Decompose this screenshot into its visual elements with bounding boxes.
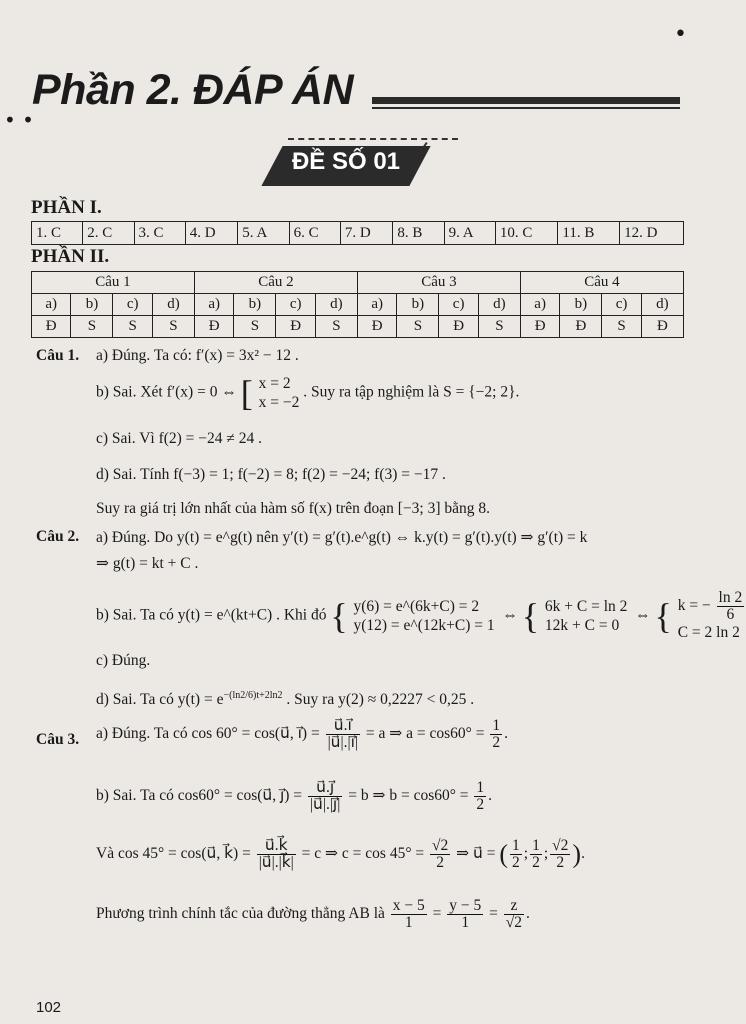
solution-line: a) Đúng. Do y(t) = e^g(t) nên y′(t) = g′(t).e^g(t) ⇔ k.y(t) = g′(t).y(t) ⇒ g′(t) = k	[96, 529, 588, 546]
numerator: x − 5	[392, 897, 425, 914]
solution-line: ⇒ g(t) = kt + C .	[96, 555, 199, 572]
denominator: 6	[726, 606, 735, 623]
fraction	[326, 718, 360, 751]
equation-system	[678, 590, 746, 642]
badge-dash-line	[288, 138, 458, 140]
numerator: z	[504, 898, 524, 915]
answer-cell: S	[315, 316, 357, 338]
answer-cell: S	[113, 316, 152, 338]
denominator: √2	[505, 914, 523, 931]
subpart-header: c)	[276, 294, 315, 316]
denominator: 2	[512, 854, 520, 871]
numerator: √2	[552, 837, 569, 854]
answer-cell: S	[397, 316, 439, 338]
system-line	[678, 590, 746, 623]
denominator: 2	[476, 796, 485, 813]
part2-answer-table	[31, 271, 684, 338]
solution-line	[96, 374, 519, 412]
fraction	[504, 898, 524, 931]
solution-text: Và cos 45° = cos(u⃗, k⃗) =	[96, 845, 251, 863]
denominator: |u⃗|.|j⃗|	[309, 796, 341, 813]
solution-text: Phương trình chính tắc của đường thẳng AB là	[96, 905, 385, 923]
answer-cell: S	[602, 316, 641, 338]
subpart-header: d)	[478, 294, 520, 316]
question-header: Câu 4	[520, 272, 683, 294]
answer-cell: S	[71, 316, 113, 338]
subpart-header: b)	[560, 294, 602, 316]
solution-line: c) Đúng.	[96, 652, 151, 669]
denominator: 2	[556, 854, 565, 871]
system-line: x = 2	[258, 375, 291, 392]
subpart-header: b)	[397, 294, 439, 316]
subpart-header: d)	[152, 294, 194, 316]
table-subheader-row	[32, 294, 684, 316]
question-header: Câu 3	[357, 272, 520, 294]
margin-dots: • •	[4, 108, 34, 132]
denominator: 2	[532, 854, 540, 871]
solution-line: c) Sai. Vì f(2) = −24 ≠ 24 .	[96, 430, 263, 447]
brace-symbol: {	[654, 596, 672, 636]
solution-text: b) Sai. Ta có y(t) = e^(kt+C) . Khi đó	[96, 606, 327, 624]
table-row	[32, 222, 684, 245]
answer-cell: 1. C	[32, 222, 83, 245]
system-line: x = −2	[258, 394, 300, 411]
solution-line: Suy ra giá trị lớn nhất của hàm số f(x) trên đoạn [−3; 3] bằng 8.	[96, 500, 491, 517]
fraction	[550, 838, 570, 871]
system-line: 6k + C = ln 2	[544, 598, 628, 615]
paren-open: (	[499, 839, 509, 869]
numerator: u⃗.j⃗	[308, 780, 342, 797]
answer-cell: 8. B	[393, 222, 444, 245]
bracket-symbol: [	[240, 373, 253, 413]
solution-line: Và cos 45° = cos(u⃗, k⃗) = $\frac{u⃗.k⃗}{|u⃗|.|k⃗|}$ = c ⇒ c = cos 45° = $\frac{√2}{2}$ ⇒ u⃗ = ( $\frac{1}{2}$ ; $\frac{1}{2}$ ; $\frac{√2}{2}$ ).	[96, 837, 585, 871]
subpart-header: d)	[315, 294, 357, 316]
system-line: 12k + C = 0	[544, 617, 620, 634]
answer-cell: S	[478, 316, 520, 338]
solution-text: d) Sai. Ta có y(t) = e	[96, 691, 224, 709]
numerator: ln 2	[718, 589, 743, 606]
part1-answer-table	[31, 221, 684, 245]
fraction	[391, 898, 427, 931]
answer-cell: Đ	[276, 316, 315, 338]
solution-text: b) Sai. Xét f′(x) = 0 ⇔	[96, 383, 237, 401]
answer-cell: 10. C	[495, 222, 558, 245]
table-row	[32, 316, 684, 338]
denominator: 2	[492, 734, 501, 751]
answer-cell: 2. C	[83, 222, 134, 245]
period: .	[488, 787, 493, 805]
fraction	[530, 838, 542, 871]
denominator: |u⃗|.|k⃗|	[258, 854, 294, 871]
answer-cell: Đ	[194, 316, 233, 338]
denominator: 2	[436, 854, 445, 871]
subpart-header: a)	[520, 294, 559, 316]
fraction	[447, 898, 483, 931]
brace-symbol: {	[330, 596, 348, 636]
system-line: y(6) = e^(6k+C) = 2	[353, 598, 480, 615]
answer-cell: Đ	[520, 316, 559, 338]
solution-line: d) Sai. Tính f(−3) = 1; f(−2) = 8; f(2) = −24; f(3) = −17 .	[96, 466, 446, 483]
equivalent-symbol: ⇔	[631, 606, 651, 624]
badge-text: ĐỀ SỐ 01	[291, 148, 401, 175]
fraction	[717, 590, 745, 623]
fraction	[510, 838, 522, 871]
solution-text: a) Đúng. Ta có cos 60° = cos(u⃗, i⃗) =	[96, 725, 320, 743]
solution-text: . Suy ra y(2) ≈ 0,2227 < 0,25 .	[286, 691, 475, 709]
numerator: 1	[492, 717, 501, 734]
denominator: |u⃗|.|i⃗|	[327, 734, 358, 751]
denominator: 1	[404, 914, 413, 931]
system-line: C = 2 ln 2	[677, 624, 740, 641]
part-title: Phần 2. ĐÁP ÁN	[32, 66, 354, 114]
subpart-header: a)	[32, 294, 71, 316]
fraction	[308, 780, 342, 813]
solution-text: ⇒ u⃗ =	[456, 845, 496, 863]
subpart-header: c)	[113, 294, 152, 316]
exam-badge	[258, 132, 473, 188]
answer-cell: Đ	[357, 316, 396, 338]
subpart-header: c)	[602, 294, 641, 316]
equation-system	[353, 597, 494, 635]
subpart-header: c)	[439, 294, 478, 316]
question-label: Câu 1.	[36, 347, 80, 364]
denominator: 1	[461, 914, 470, 931]
corner-dot: •	[674, 22, 687, 47]
subpart-header: a)	[357, 294, 396, 316]
question-label: Câu 3.	[36, 731, 80, 748]
subpart-header: b)	[71, 294, 113, 316]
solution-text: b) Sai. Ta có cos60° = cos(u⃗, j⃗) =	[96, 787, 303, 805]
subpart-header: d)	[641, 294, 683, 316]
solution-line	[96, 690, 474, 709]
equation-system	[259, 374, 300, 412]
question-label: Câu 2.	[36, 528, 80, 545]
solution-line	[96, 780, 492, 813]
solution-text: . Suy ra tập nghiệm là S = {−2; 2}.	[303, 383, 520, 401]
solution-text: = b ⇒ b = cos60° =	[348, 787, 469, 805]
system-line: y(12) = e^(12k+C) = 1	[353, 617, 495, 634]
solution-line	[96, 590, 746, 642]
numerator: 1	[532, 837, 540, 854]
title-rule-thin	[372, 107, 680, 109]
period: .	[526, 905, 530, 923]
answer-cell: 11. B	[558, 222, 620, 245]
numerator: u⃗.k⃗	[257, 838, 296, 855]
fraction	[490, 718, 502, 751]
paren-close: )	[572, 839, 582, 869]
solution-line: a) Đúng. Ta có: f′(x) = 3x² − 12 .	[96, 347, 299, 364]
numerator: √2	[432, 837, 449, 854]
fraction	[474, 780, 486, 813]
equation-system	[545, 597, 628, 635]
answer-cell: S	[152, 316, 194, 338]
answer-cell: S	[234, 316, 276, 338]
solution-text: = c ⇒ c = cos 45° =	[301, 845, 425, 863]
answer-cell: 3. C	[134, 222, 185, 245]
fraction	[257, 838, 296, 871]
answer-cell: 6. C	[289, 222, 340, 245]
numerator: 1	[476, 779, 485, 796]
brace-symbol: {	[521, 596, 540, 636]
fraction	[430, 838, 450, 871]
answer-cell: Đ	[32, 316, 71, 338]
solution-text: = a ⇒ a = cos60° =	[365, 725, 485, 743]
answer-cell: Đ	[560, 316, 602, 338]
answer-cell: 12. D	[620, 222, 684, 245]
question-header: Câu 2	[194, 272, 357, 294]
answer-cell: 9. A	[444, 222, 495, 245]
numerator: y − 5	[449, 897, 482, 914]
answer-cell: 4. D	[185, 222, 238, 245]
period: .	[581, 845, 585, 863]
answer-cell: Đ	[641, 316, 683, 338]
subpart-header: b)	[234, 294, 276, 316]
numerator: 1	[512, 837, 520, 854]
subpart-header: a)	[194, 294, 233, 316]
equivalent-symbol: ⇔	[498, 606, 518, 624]
table-header-row	[32, 272, 684, 294]
answer-cell: 7. D	[340, 222, 393, 245]
answer-cell: 5. A	[238, 222, 289, 245]
page-number: 102	[36, 999, 62, 1016]
title-rule	[372, 97, 680, 104]
part2-label: PHẦN II.	[31, 246, 110, 267]
exponent: −(ln2/6)t+2ln2	[223, 690, 283, 701]
numerator: u⃗.i⃗	[326, 718, 360, 735]
question-header: Câu 1	[32, 272, 195, 294]
system-text: k = −	[677, 597, 711, 615]
solution-line	[96, 718, 508, 751]
part1-label: PHẦN I.	[31, 197, 102, 218]
solution-line: Phương trình chính tắc của đường thẳng AB là $\frac{x - 5}{1}$ = $\frac{y - 5}{1}$ = $\frac{z}{√2}$ .	[96, 897, 530, 931]
period: .	[504, 725, 508, 743]
answer-cell: Đ	[439, 316, 478, 338]
